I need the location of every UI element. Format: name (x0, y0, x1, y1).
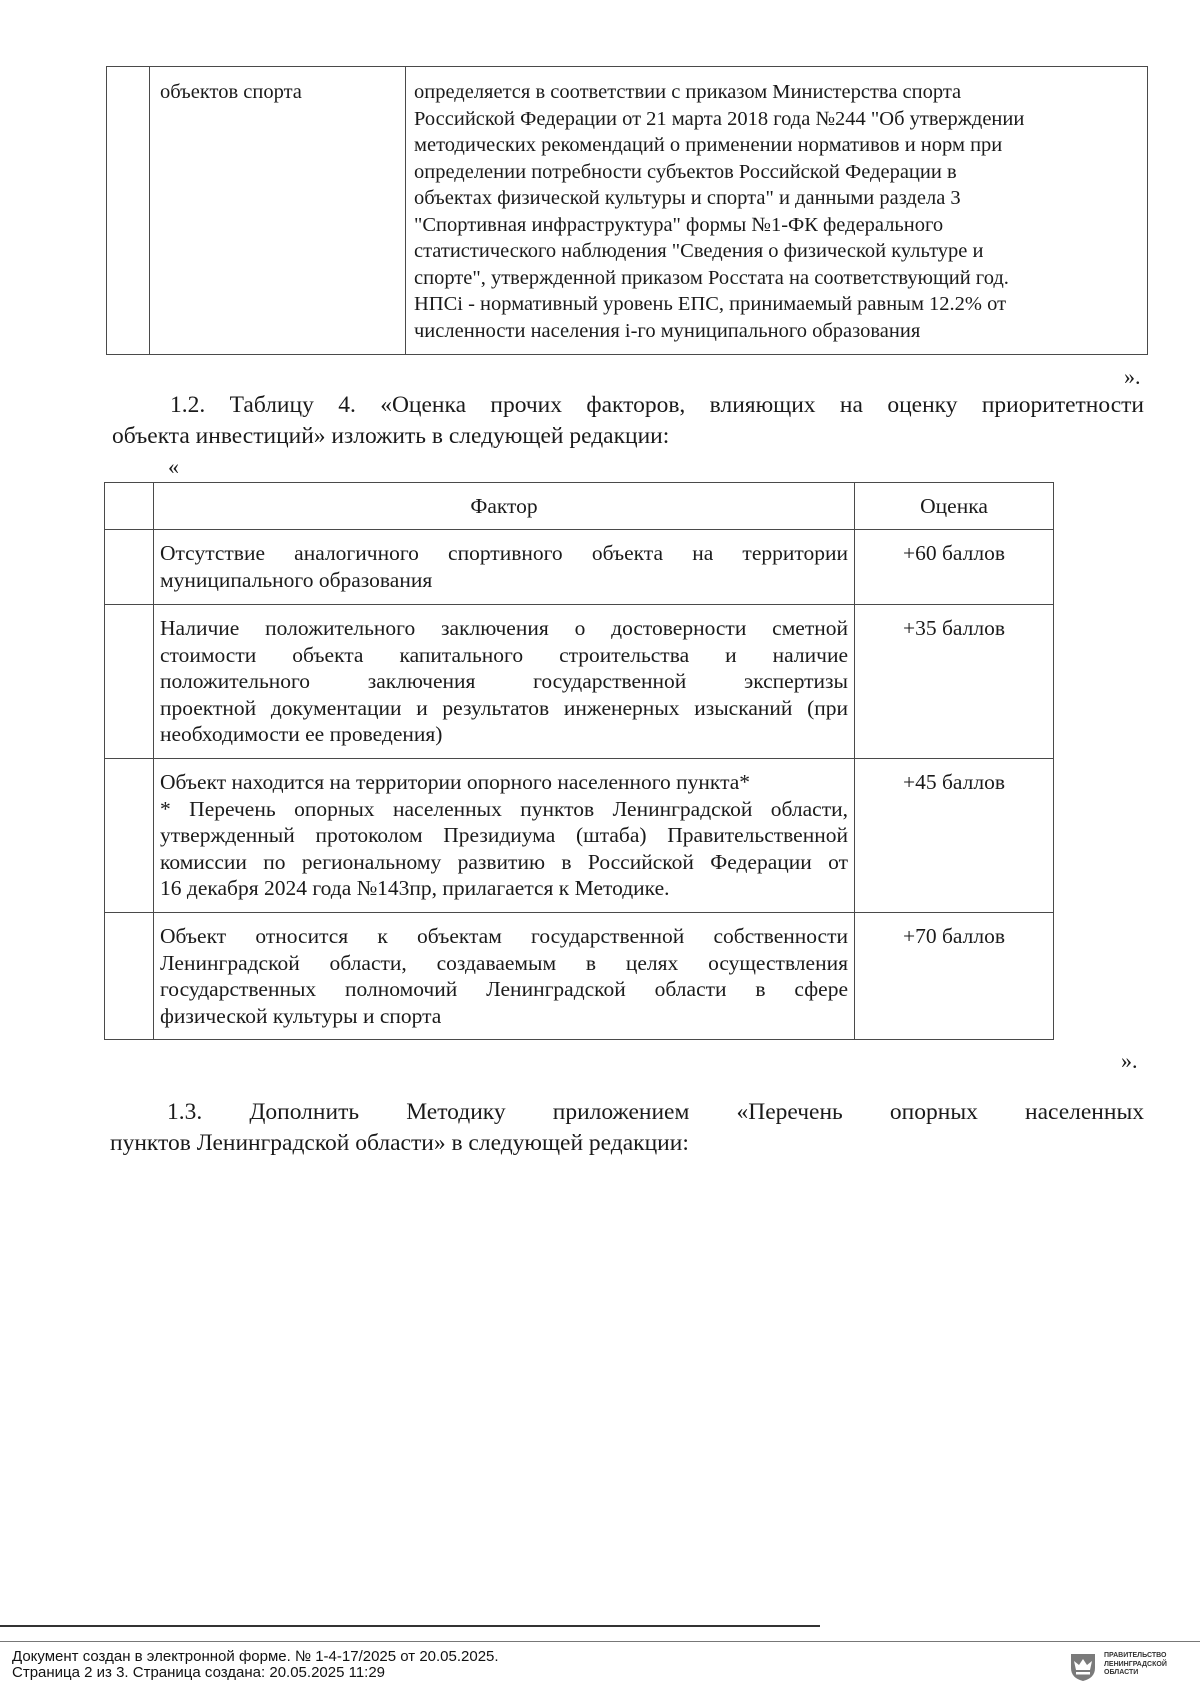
logo-text-line: ЛЕНИНГРАДСКОЙ (1104, 1660, 1167, 1668)
factor-line: 16 декабря 2024 года №143пр, прилагается к Методике. (160, 876, 670, 900)
section-1-2-line-2: объекта инвестиций» изложить в следующей редакции: (112, 423, 670, 449)
description-line: определяется в соответствии с приказом Министерства спорта (414, 81, 962, 103)
score-cell: +70 баллов (855, 913, 1054, 1040)
factor-line: Объект находится на территории опорного населенного пункта* (160, 770, 751, 794)
factor-line: стоимости объекта капитального строительства и наличие (160, 642, 848, 667)
logo-text (1104, 1652, 1167, 1678)
factor-line: положительного заключения государственной экспертизы (160, 669, 848, 693)
table-row (105, 913, 1054, 1040)
table-row (107, 67, 1148, 355)
logo-text-line: ОБЛАСТИ (1104, 1669, 1139, 1676)
table-header-score: Оценка (855, 483, 1054, 530)
factor-line: Ленинградской области, создаваемым в целях осуществления (160, 950, 848, 975)
continuation-table (106, 66, 1148, 355)
coat-of-arms-icon (1070, 1652, 1096, 1682)
table-header-number (105, 483, 154, 530)
description-line: спорте", утвержденной приказом Росстата на соответствующий год. (414, 266, 1009, 289)
score-cell: +35 баллов (855, 605, 1054, 759)
footer-info (12, 1649, 499, 1681)
table-cell-number (105, 605, 154, 759)
closing-quote: ». (1124, 364, 1141, 389)
opening-quote: « (168, 454, 179, 479)
factor-line: государственных полномочий Ленинградской области в сфере (160, 977, 848, 1001)
table-cell-indicator: объектов спорта (150, 67, 406, 355)
government-logo (1070, 1649, 1190, 1687)
factor-cell (154, 759, 855, 913)
factor-cell (154, 913, 855, 1040)
table-cell-number (105, 530, 154, 605)
table-cell-number (105, 913, 154, 1040)
section-1-2-line-1: 1.2. Таблицу 4. «Оценка прочих факторов, влияющих на оценку приоритетности (170, 392, 1144, 418)
footer-divider-thin (0, 1641, 1200, 1642)
factor-line: Объект относится к объектам государственной собственности (160, 924, 848, 948)
factor-line: физической культуры и спорта (160, 1003, 442, 1028)
table-row (105, 530, 1054, 605)
table-cell-description (406, 67, 1148, 355)
score-cell: +60 баллов (855, 530, 1054, 605)
section-1-3-line-1: 1.3. Дополнить Методику приложением «Перечень опорных населенных (167, 1099, 1144, 1125)
factor-cell (154, 530, 855, 605)
description-line: НПСi - нормативный уровень ЕПС, принимаемый равным 12.2% от (414, 293, 1007, 315)
description-line: "Спортивная инфраструктура" формы №1-ФК федерального (414, 213, 944, 236)
table-row (105, 759, 1054, 913)
description-line: объектах физической культуры и спорта" и данными раздела 3 (414, 187, 961, 209)
factor-line: Отсутствие аналогичного спортивного объекта на территории (160, 541, 848, 565)
score-cell: +45 баллов (855, 759, 1054, 913)
description-line: Российской Федерации от 21 марта 2018 года №244 "Об утверждении (414, 107, 1025, 130)
description-line: статистического наблюдения "Сведения о физической культуре и (414, 240, 984, 262)
table-cell-number (107, 67, 150, 355)
factors-table (104, 482, 1054, 1040)
factor-line: Наличие положительного заключения о достоверности сметной (160, 616, 848, 640)
footer-line-page: Страница 2 из 3. Страница создана: 20.05.2025 11:29 (12, 1664, 386, 1681)
footer-line-document: Документ создан в электронной форме. № 1-4-17/2025 от 20.05.2025. (12, 1648, 499, 1665)
closing-quote: ». (1121, 1048, 1138, 1073)
logo-text-line: ПРАВИТЕЛЬСТВО (1104, 1652, 1167, 1659)
table-row (105, 605, 1054, 759)
table-header-factor: Фактор (154, 483, 855, 530)
description-line: методических рекомендаций о применении нормативов и норм при (414, 134, 1003, 156)
factor-cell (154, 605, 855, 759)
footer-divider (0, 1625, 820, 1627)
section-1-3-line-2: пунктов Ленинградской области» в следующей редакции: (110, 1130, 689, 1156)
factor-line: комиссии по региональному развитию в Российской Федерации от (160, 849, 848, 874)
factor-line: проектной документации и результатов инженерных изысканий (при (160, 695, 848, 720)
factor-line: необходимости ее проведения) (160, 722, 443, 746)
factor-line: * Перечень опорных населенных пунктов Ленинградской области, (160, 796, 848, 821)
description-line: численности населения i-го муниципального образования (414, 319, 921, 342)
factor-line: муниципального образования (160, 567, 433, 592)
description-line: определении потребности субъектов Российской Федерации в (414, 160, 957, 183)
table-cell-number (105, 759, 154, 913)
table-header-row (105, 483, 1054, 530)
factor-line: утвержденный протоколом Президиума (штаба) Правительственной (160, 823, 848, 847)
